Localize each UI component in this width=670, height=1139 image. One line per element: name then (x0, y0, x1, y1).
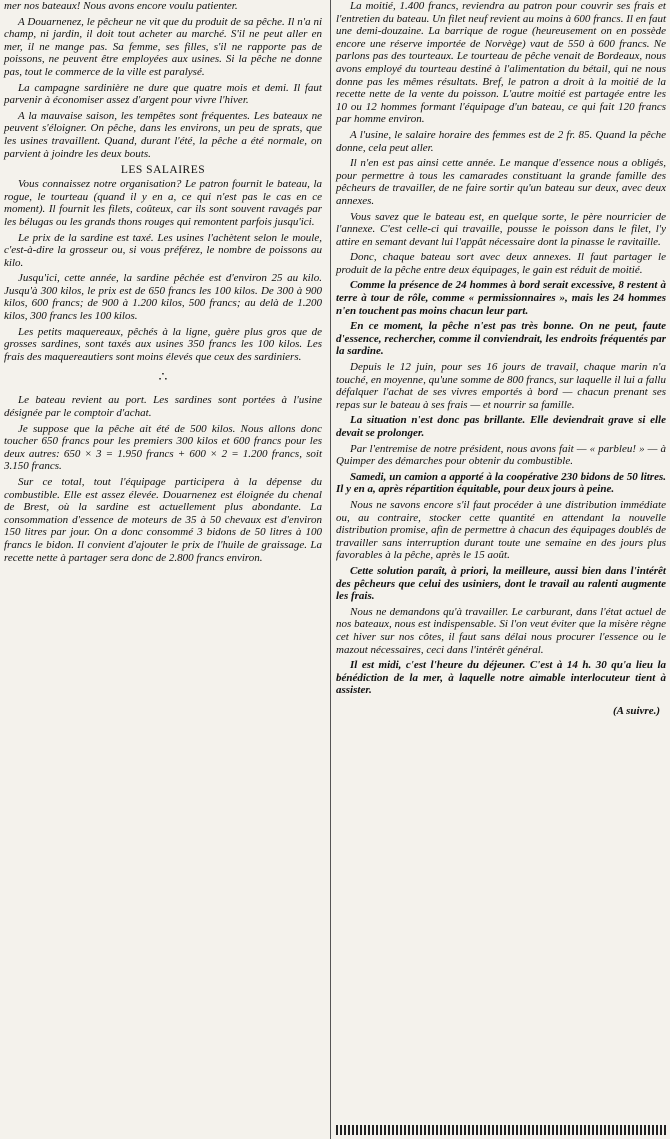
paragraph: Le bateau revient au port. Les sardines sont portées à l'usine désignée par le comptoir d'achat. (4, 394, 322, 420)
paragraph: Le prix de la sardine est taxé. Les usines l'achètent selon le moule, c'est-à-dire la grosseur ou, si vous préférez, le nombre de poissons au kilo. (4, 231, 322, 269)
paragraph: Vous savez que le bateau est, en quelque sorte, le père nourricier de l'annexe. C'est celle-ci qui travaille, pousse le poisson dans le filet, l'y attire en semant devant lui l'appât nécessaire dont la pinasse le ravitaille. (336, 210, 666, 248)
paragraph: Donc, chaque bateau sort avec deux annexes. Il faut partager le produit de la pêche entre deux équipages, le gain est réduit de moitié. (336, 251, 666, 276)
paragraph: A la mauvaise saison, les tempêtes sont fréquentes. Les bateaux ne peuvent s'éloigner. On pêche, dans les environs, un peu de sprats, que les usines travaillent. Quand, durant l'été, la pêche a été normale, on parvient à joindre les deux bouts. (4, 109, 322, 160)
paragraph: Cette solution paraît, à priori, la meilleure, aussi bien dans l'intérêt des pêcheurs que celui des usiniers, dont le travail au ralenti augmente les frais. (336, 564, 666, 603)
right-column (336, 0, 666, 717)
paragraph: A l'usine, le salaire horaire des femmes est de 2 fr. 85. Quand la pêche donne, cela peut aller. (336, 128, 666, 154)
paragraph: Jusqu'ici, cette année, la sardine pêchée est d'environ 25 au kilo. Jusqu'à 300 kilos, le prix est de 650 francs les 100 kilos. De 300 à 900 kilos, 600 francs; de 900 à 1.200 kilos, 500 francs; au delà de 1.200 kilos, 300 francs les 100 kilos. (4, 272, 322, 323)
paragraph: Sur ce total, tout l'équipage participera à la dépense du combustible. Elle est assez élevée. Douarnenez est éloignée du chenal de Brest, où la sardine est actuellement plus abondante. La consommation d'essence de moteurs de 35 à 50 chevaux est d'environ 150 litres par jour. On a donc consommé 3 bidons de 50 litres à 100 francs le bidon. Il convient d'ajouter le prix de l'huile de graissage. La recette nette à partager sera donc de 2.800 francs environ. (4, 476, 322, 564)
section-heading: LES SALAIRES (120, 164, 206, 177)
paragraph: Nous ne demandons qu'à travailler. Le carburant, dans l'état actuel de nos bateaux, nous est indispensable. Si l'on veut éviter que la misère règne cet hiver sur nos côtes, il faut sans délai nous procurer l'essence ou le mazout nécessaires, ceci dans l'intérêt général. (336, 605, 666, 656)
footer-ornament-bar (336, 1125, 666, 1135)
paragraph: A Douarnenez, le pêcheur ne vit que du produit de sa pêche. Il n'a ni champ, ni jardin, il doit tout acheter au marché. S'il ne peut aller en mer, il ne mange pas. Sa femme, ses filles, s'il ne rapporte pas de poissons, ne peuvent être employées aux usines. Si la pêche ne donne pas, tout le commerce de la ville est paralysé. (4, 15, 322, 78)
continued-note: (A suivre.) (612, 704, 660, 717)
paragraph: Il est midi, c'est l'heure du déjeuner. C'est à 14 h. 30 qu'a lieu la bénédiction de la mer, à laquelle notre aimable interlocuteur tient à assister. (336, 659, 666, 697)
left-column (4, 0, 322, 567)
paragraph: Il n'en est pas ainsi cette année. Le manque d'essence nous a obligés, pour permettre à tous les camarades constituant la grande famille des pêcheurs de travailler, de ne faire sortir qu'un bateau sur deux, avec deux annexes. (336, 157, 666, 207)
paragraph: Samedi, un camion a apporté à la coopérative 230 bidons de 50 litres. Il y en a, après répartition équitable, pour deux jours à peine. (336, 470, 666, 496)
paragraph: La campagne sardinière ne dure que quatre mois et demi. Il faut parvenir à économiser assez d'argent pour vivre l'hiver. (4, 81, 322, 107)
paragraph: Nous ne savons encore s'il faut procéder à une distribution immédiate ou, au contraire, stocker cette quantité en attendant la nouvelle distribution promise, afin de permettre à chacun des équipages doublés de travailler sans interruption durant toute une semaine en des jours plus favorables à la pêche, après le 15 août. (336, 498, 666, 562)
column-divider (330, 0, 331, 1139)
paragraph: mer nos bateaux! Nous avons encore voulu patienter. (4, 0, 238, 12)
paragraph: Depuis le 12 juin, pour ses 16 jours de travail, chaque marin n'a touché, en moyenne, qu'une somme de 800 francs, sur laquelle il lui a fallu défalquer l'achat de ses vivres emportés à bord — chacun prenant ses repas sur le bateau à ses frais — et nourrir sa famille. (336, 361, 666, 411)
paragraph: Vous connaissez notre organisation? Le patron fournit le bateau, la rogue, le tourteau (quand il y en a, ce qui n'est pas le cas en ce moment). Il fournit les filets, coûteux, car ils sont souvent ravagés par les bélugas ou les grands thons rouges qui remontent parfois jusqu'ici. (4, 178, 322, 228)
section-separator: ∴ (158, 370, 168, 386)
paragraph: Je suppose que la pêche ait été de 500 kilos. Nous allons donc toucher 650 francs pour les premiers 300 kilos et 600 francs pour les deux autres: 650 × 3 = 1.950 francs + 600 × 2 = 1.200 francs, soit 3.150 francs. (4, 422, 322, 473)
paragraph: Les petits maquereaux, pêchés à la ligne, guère plus gros que de grosses sardines, sont taxés aux usines 350 francs les 100 kilos. Les frais des maquereautiers sont moins élevés que ceux des sardiniers. (4, 325, 322, 363)
paragraph: La situation n'est donc pas brillante. Elle deviendrait grave si elle devait se prolonger. (336, 414, 666, 439)
paragraph: Par l'entremise de notre président, nous avons fait — « parbleu! » — à Quimper des démarches pour obtenir du combustible. (336, 442, 666, 468)
paragraph: La moitié, 1.400 francs, reviendra au patron pour couvrir ses frais et l'entretien du bateau. Un filet neuf revient au moins à 600 francs. Il en faut une demi-douzaine. La barrique de rogue (heureusement on en possède encore une réserve importée de Norvège) vaut de 550 à 600 francs. Ne parlons pas des tourteaux. Le tourteau de pêche venait de Bordeaux, nous avons employé du tourteau destiné à l'alimentation du bétail, qui ne nous donne pas les mêmes résultats. Bref, le patron a droit à la moitié de la recette nette de la vente du poisson. L'autre moitié est partagée entre les 10 ou 12 hommes formant l'équipage d'un bateau, ce qui fait 120 francs par homme environ. (336, 0, 666, 126)
paragraph: En ce moment, la pêche n'est pas très bonne. On ne peut, faute d'essence, rechercher, comme il conviendrait, les endroits fréquentés par la sardine. (336, 320, 666, 358)
paragraph: Comme la présence de 24 hommes à bord serait excessive, 8 restent à terre à tour de rôle, comme « permissionnaires », mais les 24 hommes n'en touchent pas moins chacun leur part. (336, 279, 666, 317)
